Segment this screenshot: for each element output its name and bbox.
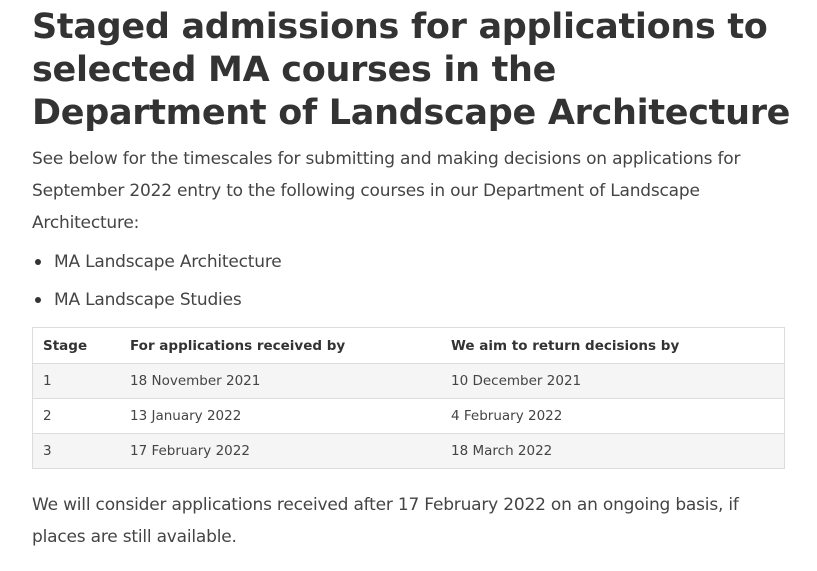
cell-stage: 2 <box>33 399 121 434</box>
course-name: MA Landscape Architecture <box>54 252 282 272</box>
list-item <box>54 251 792 273</box>
cell-stage: 1 <box>33 364 121 399</box>
table-row <box>33 364 785 399</box>
cell-stage: 3 <box>33 434 121 469</box>
header-received: For applications received by <box>120 328 441 364</box>
table-row <box>33 434 785 469</box>
cell-decision: 18 March 2022 <box>441 434 785 469</box>
page-title: Staged admissions for applications to selected MA courses in the Department of Landscape Architecture <box>32 7 791 133</box>
table-row <box>33 399 785 434</box>
header-stage: Stage <box>33 328 121 364</box>
main-content <box>32 0 792 553</box>
cell-decision: 10 December 2021 <box>441 364 785 399</box>
header-decision: We aim to return decisions by <box>441 328 785 364</box>
stages-table <box>32 327 785 469</box>
cell-decision: 4 February 2022 <box>441 399 785 434</box>
course-list <box>32 251 792 311</box>
cell-received: 18 November 2021 <box>120 364 441 399</box>
intro-paragraph: See below for the timescales for submitting and making decisions on applications for September 2022 entry to the following courses in our Department of Landscape Architecture: <box>32 149 741 233</box>
bullet-icon <box>35 259 41 265</box>
footer-note: We will consider applications received after 17 February 2022 on an ongoing basis, if places are still available. <box>32 495 739 547</box>
list-item <box>54 289 792 311</box>
cell-received: 13 January 2022 <box>120 399 441 434</box>
bullet-icon <box>35 297 41 303</box>
course-name: MA Landscape Studies <box>54 290 242 310</box>
cell-received: 17 February 2022 <box>120 434 441 469</box>
table-header-row <box>33 328 785 364</box>
